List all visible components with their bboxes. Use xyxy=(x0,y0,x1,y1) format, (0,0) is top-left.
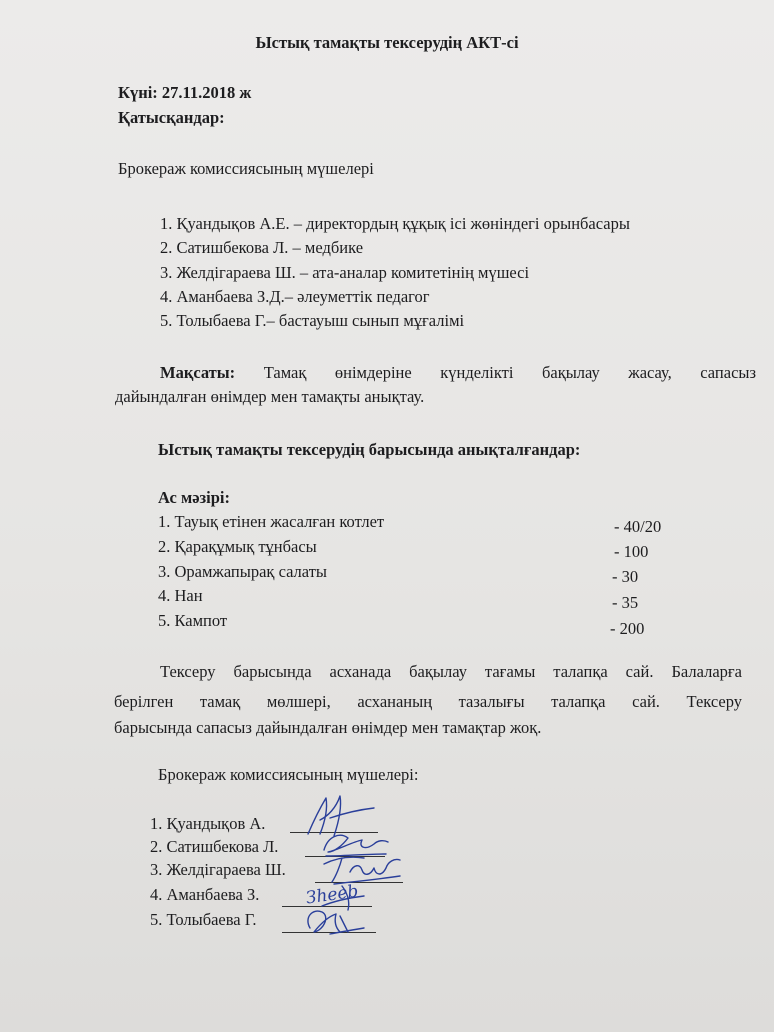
signatures-heading: Брокераж комиссиясының мүшелері: xyxy=(158,765,419,784)
menu-item-name: 1. Тауық етінен жасалған котлет xyxy=(158,512,385,531)
conclusion-line-2: берілген тамақ мөлшері, асхананың тазалығы талапқа сай. Тексеру xyxy=(114,692,742,711)
findings-heading: Ыстық тамақты тексерудің барысында анықталғандар: xyxy=(158,440,581,459)
signatory-name: 1. Қуандықов А. xyxy=(150,814,266,833)
signature-4-lettering: Зheeb xyxy=(304,881,360,909)
goal-label: Мақсаты: xyxy=(160,363,236,382)
conclusion-line-3: барысында сапасыз дайындалған өнімдер мен тамақтар жоқ. xyxy=(114,718,542,737)
signatory-name: 2. Сатишбекова Л. xyxy=(150,837,279,856)
signatory-name: 3. Желдігараева Ш. xyxy=(150,860,286,879)
signatory-name: 4. Аманбаева З. xyxy=(150,885,260,904)
menu-item-name: 2. Қарақұмық тұнбасы xyxy=(158,537,317,556)
menu-item-amount: - 35 xyxy=(612,593,639,612)
menu-item-amount: - 100 xyxy=(614,542,649,561)
goal-line-2: дайындалған өнімдер мен тамақты анықтау. xyxy=(115,387,425,406)
commission-heading: Брокераж комиссиясының мүшелері xyxy=(118,159,374,178)
menu-heading: Ас мәзірі: xyxy=(158,488,230,507)
menu-item-name: 4. Нан xyxy=(158,586,203,605)
member-item: 1. Қуандықов А.Е. – директордың құқық ісі жөніндегі орынбасары xyxy=(160,214,630,233)
member-item: 5. Толыбаева Г.– бастауыш сынып мұғалімі xyxy=(160,311,465,330)
menu-item-amount: - 200 xyxy=(610,619,645,638)
menu-item-amount: - 40/20 xyxy=(614,517,662,536)
member-item: 2. Сатишбекова Л. – медбике xyxy=(160,238,364,257)
member-item: 4. Аманбаева З.Д.– әлеуметтік педагог xyxy=(160,287,430,306)
goal-line-1 xyxy=(160,363,756,383)
document-title: Ыстық тамақты тексерудің АКТ-сі xyxy=(255,33,519,52)
menu-item-name: 3. Орамжапырақ салаты xyxy=(158,562,327,581)
member-item: 3. Желдігараева Ш. – ата-аналар комитетінің мүшесі xyxy=(160,263,530,282)
signatory-name: 5. Толыбаева Г. xyxy=(150,910,257,929)
date-line: Күні: 27.11.2018 ж xyxy=(118,83,252,102)
goal-text: Тамақ өнімдеріне күнделікті бақылау жасау, сапасыз xyxy=(263,363,756,382)
participants-heading: Қатысқандар: xyxy=(118,108,225,127)
menu-item-name: 5. Кампот xyxy=(158,611,228,630)
conclusion-line-1: Тексеру барысында асханада бақылау тағамы талапқа сай. Балаларға xyxy=(160,662,742,681)
menu-item-amount: - 30 xyxy=(612,567,639,586)
signature-5-icon xyxy=(300,902,370,938)
